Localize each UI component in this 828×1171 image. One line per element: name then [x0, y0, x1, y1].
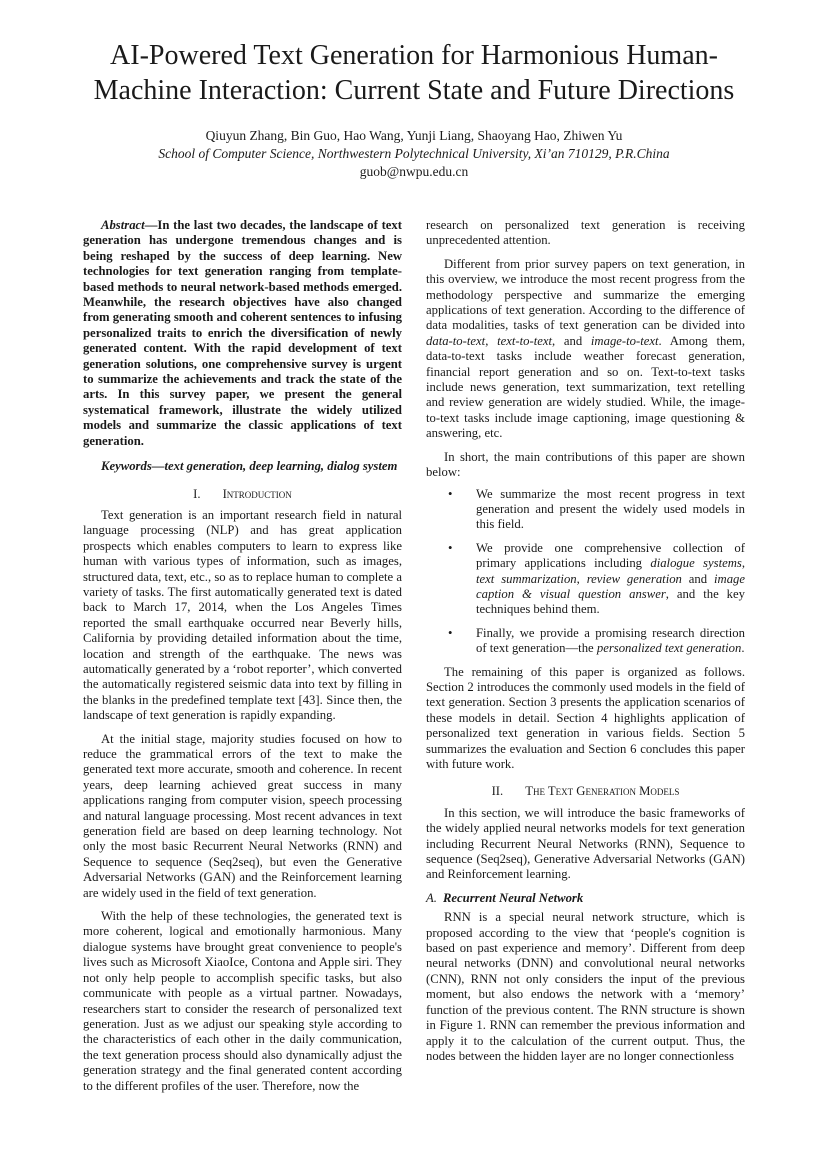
bullet-italic: image caption & visual question answer: [476, 571, 746, 601]
bullet-sep: ,: [741, 556, 745, 571]
bullet-italic: dialogue systems: [650, 556, 742, 571]
bullet-italic: review generation: [586, 571, 682, 586]
keywords-lead: Keywords: [101, 459, 152, 474]
intro-paragraph-1: Text generation is an important research field in natural language processing (NLP) and has great application prospects which enables computers to learn to express like human with various types of information, such as images, structured data, text, etc., so as to replace human to complete a variety of tasks. The first automatically generated text is dated back to March 17, 2014, when the Los Angeles Times reported the small earthquake occurred near Beverly hills, California by providing detailed information about the time, location and strength of the earthquake. The news was automatically generated by a ‘robot reporter’, which converted the automatically registered seismic data into text by filling in the blanks in the predefined template text [43]. Since then, the landscape of text generation is rapidly expanding.: [83, 507, 402, 723]
section-number: I.: [193, 486, 201, 501]
bullet-sep: and: [681, 571, 714, 586]
list-item: [426, 626, 745, 657]
intro-paragraph-4: [426, 257, 745, 442]
bullet-text: We summarize the most recent progress in text generation and present the widely used models in this field.: [476, 486, 745, 532]
bullet-italic: personalized text generation: [596, 641, 742, 656]
p4-italic-data-to-text: data-to-text: [426, 333, 486, 348]
p4-sep-2: , and: [552, 333, 591, 348]
bullet-sep: ,: [576, 571, 587, 586]
list-item: [426, 487, 745, 533]
title-line-1: AI-Powered Text Generation for Harmonious Human-: [110, 40, 718, 71]
intro-paragraph-3: With the help of these technologies, the generated text is more coherent, logical and emotionally harmonious. Many dialogue systems have brought great convenience to people's lives such as Microsoft XiaoIce, Contona and Apple siri. They not only help people to accomplish specific tasks, but also communicate with people as a virtual partner. Nowadays, researchers start to consider the research of personalized text generation. Just as we adjust our speaking style according to the characteristics of each other in the daily communication, the text generation process should also dynamically adjust the generation strategy and the final generated content according to the different profiles of the user. Therefore, now the: [83, 909, 402, 1093]
subsection-letter: A.: [426, 890, 437, 905]
models-paragraph-1: In this section, we will introduce the basic frameworks of the widely applied neural networks models for text generation including Recurrent Neural Networks (RNN), Sequence to sequence (Seq2seq), Generative Adversarial Networks (GAN) and Reinforcement learning.: [426, 805, 745, 882]
intro-paragraph-2: At the initial stage, majority studies focused on how to reduce the grammatical errors of the text to make the generated text more accurate, smooth and coherence. In recent years, deep learning achieved great success in many applications ranging from computer vision, speech processing and natural language processing. Most recent advances in text generation field are based on deep learning technology. Not only the most basic Recurrent Neural Networks (RNN) and Sequence to sequence (Seq2seq), but even the Generative Adversarial Networks (GAN) and the Reinforcement learning are widely used in the field of text generation.: [83, 731, 402, 900]
keywords: [83, 459, 402, 474]
title-line-2: Machine Interaction: Current State and Future Directions: [93, 75, 735, 106]
paper-title: [40, 38, 788, 108]
bullet-text: , and the key techniques behind them.: [476, 586, 745, 617]
bullet-icon: •: [448, 486, 453, 501]
section-heading-models: [426, 784, 745, 799]
p4-text-a: Different from prior survey papers on text generation, in this overview, we introduce the most recent progress from the methodology perspective and summarize the emerging applications of text generation. According to the difference of data modalities, tasks of text generation can be divided into: [426, 256, 745, 333]
p4-italic-text-to-text: text-to-text: [497, 333, 553, 348]
p4-italic-image-to-text: image-to-text: [590, 333, 659, 348]
author-email: guob@nwpu.edu.cn: [359, 164, 469, 179]
intro-paragraph-3-continued: research on personalized text generation is receiving unprecedented attention.: [426, 218, 745, 248]
bullet-text: .: [741, 641, 745, 656]
subsection-title: Recurrent Neural Network: [442, 890, 584, 905]
section-number: II.: [491, 784, 504, 799]
subsection-heading-rnn: [426, 891, 745, 906]
list-item: [426, 541, 745, 618]
rnn-paragraph-1: RNN is a special neural network structure, which is proposed according to the view that ‘people's cognition is based on past experience and memory’. Different from deep neural networks (DNN) and convolutional neural networks (CNN), RNN not only considers the input of the previous moment, but also endows the network with a ‘memory’ function of the previous content. The RNN structure is shown in Figure 1. RNN can remember the previous information and apply it to the calculation of the current output. Thus, the nodes between the hidden layer are no longer connectionless: [426, 910, 745, 1063]
bullet-italic: text summarization: [476, 571, 577, 586]
bullet-icon: •: [448, 625, 453, 640]
author-affiliation: School of Computer Science, Northwestern Polytechnical University, Xi’an 710129, P.R.China: [158, 146, 670, 161]
section-title: Introduction: [222, 486, 292, 501]
intro-paragraph-5: In short, the main contributions of this paper are shown below:: [426, 449, 745, 480]
right-column: [426, 218, 745, 1064]
section-title: The Text Generation Models: [525, 784, 680, 799]
bullet-text: We provide one comprehensive collection of primary applications including: [476, 540, 745, 571]
author-block: [40, 127, 788, 181]
bullet-icon: •: [448, 540, 453, 555]
keywords-text: —text generation, deep learning, dialog system: [151, 459, 398, 474]
p4-sep-1: ,: [485, 333, 498, 348]
p4-text-b: . Among them, data-to-text tasks include weather forecast generation, financial report generation and so on. Text-to-text tasks include news generation, text summarization, text retelling and review generation are widely studied. While, the image-to-text tasks include image captioning, image questioning & answering, etc.: [426, 333, 746, 441]
left-column: [83, 218, 402, 1094]
abstract-text: —In the last two decades, the landscape of text generation has undergone tremendous changes and is being reshaped by the success of deep learning. New technologies for text generation ranging from template-based methods to neural network-based methods emerged. Meanwhile, the research objectives have also changed from generating smooth and coherent sentences to infusing personalized traits to enrich the diversification of newly generated content. With the rapid development of text generation solutions, one comprehensive survey is urgent to summarize the achievements and track the state of the arts. In this survey paper, we present the general systematical framework, illustrate the widely utilized models and summarize the classic applications of text generation.: [83, 218, 402, 448]
abstract-lead: Abstract: [101, 218, 145, 232]
author-names: Qiuyun Zhang, Bin Guo, Hao Wang, Yunji Liang, Shaoyang Hao, Zhiwen Yu: [205, 128, 623, 143]
section-heading-introduction: [83, 487, 402, 502]
contributions-list: [426, 487, 745, 657]
intro-paragraph-6: The remaining of this paper is organized as follows. Section 2 introduces the commonly used models in the field of text generation. Section 3 presents the application scenarios of these models in detail. Section 4 highlights application of personalized text generation in various fields. Section 5 summarizes the evaluation and Section 6 concludes this paper with future work.: [426, 664, 745, 771]
bullet-text: Finally, we provide a promising research direction of text generation—the: [476, 625, 745, 656]
abstract: [83, 218, 402, 449]
